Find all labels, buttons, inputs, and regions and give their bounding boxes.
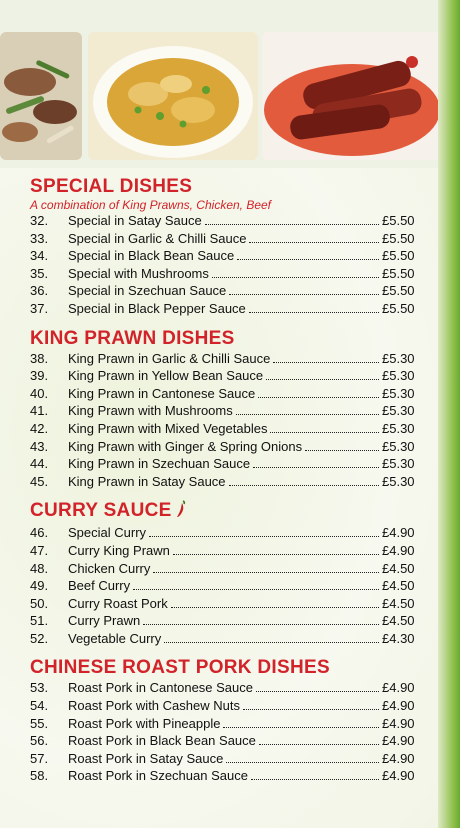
item-number: 48. bbox=[30, 560, 49, 576]
item-name: Roast Pork in Black Bean Sauce bbox=[68, 733, 256, 749]
item-number: 34. bbox=[30, 248, 49, 264]
menu-item bbox=[30, 367, 420, 385]
menu-item bbox=[30, 247, 420, 265]
item-number: 39. bbox=[30, 368, 49, 384]
dot-leader bbox=[236, 414, 379, 415]
item-number: 47. bbox=[30, 542, 49, 558]
menu-item bbox=[30, 679, 420, 697]
menu-item bbox=[30, 438, 420, 456]
item-number: 49. bbox=[30, 578, 49, 594]
dot-leader bbox=[223, 727, 379, 728]
section-title-text: CURRY SAUCE bbox=[30, 500, 172, 522]
item-price: £4.90 bbox=[382, 680, 415, 696]
item-number: 52. bbox=[30, 630, 49, 646]
menu-item bbox=[30, 524, 420, 542]
dot-leader bbox=[251, 779, 379, 780]
item-price: £5.30 bbox=[382, 473, 415, 489]
menu-item bbox=[30, 767, 420, 785]
item-name: Curry Prawn bbox=[68, 613, 141, 629]
menu-item bbox=[30, 300, 420, 318]
item-name: Special in Szechuan Sauce bbox=[68, 283, 227, 299]
menu-item bbox=[30, 385, 420, 403]
menu-item bbox=[30, 715, 420, 733]
section-gap bbox=[30, 318, 420, 328]
menu-item bbox=[30, 630, 420, 648]
item-price: £4.90 bbox=[382, 768, 415, 784]
section-subtitle: A combination of King Prawns, Chicken, Beef bbox=[30, 198, 272, 212]
item-name: Special in Satay Sauce bbox=[68, 213, 202, 228]
section-title-text: CHINESE ROAST PORK DISHES bbox=[30, 657, 330, 679]
item-price: £5.50 bbox=[382, 265, 415, 281]
section-gap bbox=[30, 647, 420, 657]
item-price: £4.90 bbox=[382, 698, 415, 714]
section-title bbox=[30, 657, 420, 679]
item-number: 43. bbox=[30, 438, 49, 454]
menu-item bbox=[30, 577, 420, 595]
item-number: 40. bbox=[30, 385, 49, 401]
dot-leader bbox=[205, 224, 379, 225]
item-price: £4.90 bbox=[382, 750, 415, 766]
food-photo-strip bbox=[0, 0, 460, 168]
dot-leader bbox=[173, 554, 379, 555]
item-name: Special Curry bbox=[68, 525, 147, 541]
item-name: Chicken Curry bbox=[68, 560, 151, 576]
item-price: £5.50 bbox=[382, 283, 415, 299]
item-price: £5.30 bbox=[382, 350, 415, 366]
dot-leader bbox=[143, 624, 379, 625]
menu-item bbox=[30, 282, 420, 300]
dot-leader bbox=[259, 744, 379, 745]
menu-item bbox=[30, 455, 420, 473]
dot-leader bbox=[149, 536, 379, 537]
item-name: King Prawn with Ginger & Spring Onions bbox=[68, 438, 303, 454]
item-number: 45. bbox=[30, 473, 49, 489]
dot-leader bbox=[258, 397, 379, 398]
item-name: King Prawn in Garlic & Chilli Sauce bbox=[68, 350, 271, 366]
stir-fry-photo bbox=[0, 32, 82, 160]
menu-item bbox=[30, 230, 420, 248]
menu-item bbox=[30, 350, 420, 368]
item-price: £4.50 bbox=[382, 578, 415, 594]
item-price: £4.30 bbox=[382, 630, 415, 646]
dot-leader bbox=[273, 362, 379, 363]
item-number: 57. bbox=[30, 750, 49, 766]
menu-item bbox=[30, 732, 420, 750]
item-price: £4.90 bbox=[382, 525, 415, 541]
menu-item bbox=[30, 542, 420, 560]
dot-leader bbox=[256, 691, 379, 692]
item-name: Roast Pork with Cashew Nuts bbox=[68, 698, 240, 714]
item-name: Roast Pork in Cantonese Sauce bbox=[68, 680, 253, 696]
item-name: Special in Garlic & Chilli Sauce bbox=[68, 230, 247, 246]
item-number: 33. bbox=[30, 230, 49, 246]
chili-icon bbox=[176, 500, 186, 524]
item-price: £4.90 bbox=[382, 733, 415, 749]
menu-section bbox=[30, 657, 420, 785]
item-number: 53. bbox=[30, 680, 49, 696]
section-title-text: SPECIAL DISHES bbox=[30, 176, 193, 197]
item-number: 41. bbox=[30, 403, 49, 419]
dot-leader bbox=[237, 259, 379, 260]
item-name: Special in Black Bean Sauce bbox=[68, 248, 235, 264]
menu-item bbox=[30, 595, 420, 613]
item-name: Roast Pork in Satay Sauce bbox=[68, 750, 224, 766]
section-title-text: KING PRAWN DISHES bbox=[30, 327, 235, 349]
item-price: £4.50 bbox=[382, 560, 415, 576]
item-price: £4.90 bbox=[382, 542, 415, 558]
item-price: £4.50 bbox=[382, 613, 415, 629]
dot-leader bbox=[133, 589, 379, 590]
roast-ribs-photo bbox=[262, 32, 442, 160]
item-name: King Prawn with Mushrooms bbox=[68, 403, 233, 419]
dot-leader bbox=[212, 277, 379, 278]
section-title bbox=[30, 176, 420, 198]
item-price: £5.30 bbox=[382, 456, 415, 472]
curry-photo bbox=[88, 32, 258, 160]
item-name: King Prawn in Cantonese Sauce bbox=[68, 385, 256, 401]
menu-item bbox=[30, 473, 420, 491]
item-number: 42. bbox=[30, 420, 49, 436]
item-price: £5.50 bbox=[382, 230, 415, 246]
item-price: £4.90 bbox=[382, 715, 415, 731]
item-price: £4.50 bbox=[382, 595, 415, 611]
menu-list bbox=[30, 176, 420, 785]
item-price: £5.50 bbox=[382, 248, 415, 264]
menu-item bbox=[30, 560, 420, 578]
item-number: 37. bbox=[30, 300, 49, 316]
dot-leader bbox=[249, 312, 379, 313]
dot-leader bbox=[249, 242, 379, 243]
green-page-edge bbox=[438, 0, 460, 828]
dot-leader bbox=[229, 485, 379, 486]
dot-leader bbox=[153, 572, 379, 573]
item-price: £5.50 bbox=[382, 300, 415, 316]
item-number: 32. bbox=[30, 213, 49, 228]
item-name: Roast Pork with Pineapple bbox=[68, 715, 221, 731]
item-price: £5.30 bbox=[382, 420, 415, 436]
item-number: 54. bbox=[30, 698, 49, 714]
item-name: Special with Mushrooms bbox=[68, 265, 209, 281]
item-name: King Prawn with Mixed Vegetables bbox=[68, 420, 268, 436]
item-name: Vegetable Curry bbox=[68, 630, 162, 646]
item-number: 46. bbox=[30, 525, 49, 541]
item-number: 55. bbox=[30, 715, 49, 731]
item-name: Beef Curry bbox=[68, 578, 131, 594]
dot-leader bbox=[226, 762, 379, 763]
menu-section bbox=[30, 500, 420, 647]
dot-leader bbox=[253, 467, 379, 468]
dot-leader bbox=[164, 642, 379, 643]
item-price: £5.30 bbox=[382, 368, 415, 384]
item-name: King Prawn in Szechuan Sauce bbox=[68, 456, 251, 472]
menu-item bbox=[30, 212, 420, 230]
item-name: Special in Black Pepper Sauce bbox=[68, 300, 246, 316]
menu-section bbox=[30, 328, 420, 491]
item-number: 38. bbox=[30, 350, 49, 366]
section-title bbox=[30, 328, 420, 350]
menu-item bbox=[30, 420, 420, 438]
dot-leader bbox=[266, 379, 379, 380]
section-title bbox=[30, 500, 420, 524]
item-price: £5.50 bbox=[382, 213, 415, 228]
item-name: King Prawn in Satay Sauce bbox=[68, 473, 226, 489]
section-gap bbox=[30, 490, 420, 500]
menu-item bbox=[30, 612, 420, 630]
dot-leader bbox=[229, 294, 379, 295]
item-number: 36. bbox=[30, 283, 49, 299]
item-name: Curry Roast Pork bbox=[68, 595, 168, 611]
item-name: Curry King Prawn bbox=[68, 542, 170, 558]
item-number: 44. bbox=[30, 456, 49, 472]
item-number: 58. bbox=[30, 768, 49, 784]
menu-section bbox=[30, 176, 420, 318]
dot-leader bbox=[243, 709, 379, 710]
item-number: 56. bbox=[30, 733, 49, 749]
item-number: 51. bbox=[30, 613, 49, 629]
menu-item bbox=[30, 750, 420, 768]
item-number: 50. bbox=[30, 595, 49, 611]
dot-leader bbox=[171, 607, 379, 608]
dot-leader bbox=[305, 450, 379, 451]
item-price: £5.30 bbox=[382, 385, 415, 401]
menu-item bbox=[30, 402, 420, 420]
dot-leader bbox=[270, 432, 379, 433]
item-price: £5.30 bbox=[382, 438, 415, 454]
item-number: 35. bbox=[30, 265, 49, 281]
item-price: £5.30 bbox=[382, 403, 415, 419]
item-name: Roast Pork in Szechuan Sauce bbox=[68, 768, 248, 784]
menu-item bbox=[30, 697, 420, 715]
menu-item bbox=[30, 265, 420, 283]
item-name: King Prawn in Yellow Bean Sauce bbox=[68, 368, 264, 384]
